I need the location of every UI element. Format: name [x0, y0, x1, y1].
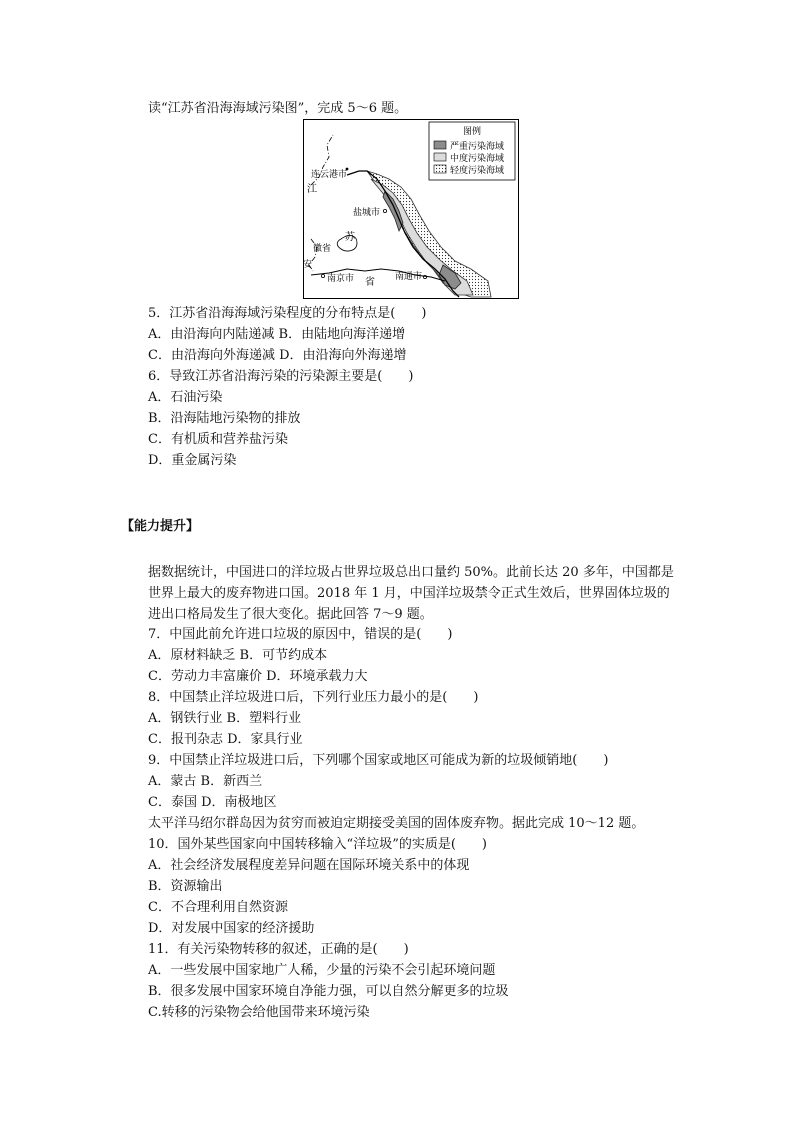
q7-options-cd: C．劳动力丰富廉价 D．环境承载力大 [148, 669, 368, 684]
q6-option-a: A．石油污染 [148, 390, 223, 405]
q10-option-b: B．资源输出 [148, 879, 223, 894]
legend-swatch-light [434, 165, 446, 173]
q7-options-ab: A．原材料缺乏 B．可节约成本 [148, 648, 328, 663]
q11-option-c: C.转移的污染物会给他国带来环境污染 [148, 1005, 370, 1020]
jiangsu-coastal-pollution-map [303, 119, 519, 299]
legend-title: 图例 [463, 127, 482, 137]
passage-2: 太平洋马绍尔群岛因为贫穷而被迫定期接受美国的固体废弃物。据此完成 10～12 题。 [148, 816, 645, 831]
q5-stem: 5．江苏省沿海海域污染程度的分布特点是( ) [148, 306, 427, 321]
q6-option-b: B．沿海陆地污染物的排放 [148, 411, 301, 426]
label-su: 苏 [345, 232, 355, 243]
q6-stem: 6．导致江苏省沿海污染的污染源主要是( ) [148, 369, 414, 384]
legend-label-light: 轻度污染海域 [450, 166, 505, 176]
q8-options-cd: C．报刊杂志 D．家具行业 [148, 732, 303, 747]
passage-1-text: 据数据统计，中国进口的洋垃圾占世界垃圾总出口量约 50%。此前长达 20 多年，中国都是世界上最大的废弃物进口国。2018 年 1 月，中国洋垃圾禁令正式生效后，世界固体垃圾的进出口格局发生了很大变化。据此回答 7～9 题。 [148, 565, 674, 622]
q7-stem: 7．中国此前允许进口垃圾的原因中，错误的是( ) [148, 627, 453, 642]
legend-swatch-moderate [434, 153, 446, 161]
legend-label-moderate: 中度污染海域 [450, 154, 505, 164]
label-hui: 徽省 [313, 244, 332, 254]
q5-options-cd: C．由沿海向外海递减 D．由沿海向外海递增 [148, 348, 407, 363]
q8-options-ab: A．钢铁行业 B．塑料行业 [148, 711, 302, 726]
passage-1 [148, 563, 676, 625]
q10-option-a: A．社会经济发展程度差异问题在国际环境关系中的体现 [148, 858, 470, 873]
label-sheng: 省 [365, 277, 375, 288]
q9-stem: 9．中国禁止洋垃圾进口后，下列哪个国家或地区可能成为新的垃圾倾销地( ) [148, 753, 609, 768]
q11-option-a: A．一些发展中国家地广人稀，少量的污染不会引起环境问题 [148, 963, 496, 978]
q11-stem: 11．有关污染物转移的叙述，正确的是( ) [148, 942, 409, 957]
label-nantong: 南通市 [395, 272, 423, 282]
q6-option-d: D．重金属污染 [148, 453, 237, 468]
intro-instruction: 读“江苏省沿海海域污染图”，完成 5～6 题。 [148, 101, 408, 116]
section-title: 【能力提升】 [121, 519, 200, 534]
q8-stem: 8．中国禁止洋垃圾进口后，下列行业压力最小的是( ) [148, 690, 479, 705]
q9-options-cd: C．泰国 D．南极地区 [148, 795, 277, 810]
q10-option-d: D．对发展中国家的经济援助 [148, 921, 315, 936]
label-lianyungang: 连云港市 [311, 170, 348, 180]
label-an: 安 [303, 260, 313, 270]
q10-stem: 10．国外某些国家向中国转移输入“洋垃圾”的实质是( ) [148, 837, 487, 852]
q9-options-ab: A．蒙古 B．新西兰 [148, 774, 263, 789]
legend-label-severe: 严重污染海域 [450, 142, 505, 152]
q6-option-c: C．有机质和营养盐污染 [148, 432, 288, 447]
label-yancheng: 盐城市 [353, 208, 381, 218]
label-nanjing: 南京市 [327, 274, 355, 284]
q5-options-ab: A．由沿海向内陆递减 B．由陆地向海洋递增 [148, 327, 406, 342]
legend-swatch-severe [434, 141, 446, 149]
q10-option-c: C．不合理利用自然资源 [148, 900, 288, 915]
label-jiang: 江 [307, 184, 317, 195]
q11-option-b: B．很多发展中国家环境自净能力强，可以自然分解更多的垃圾 [148, 984, 509, 999]
